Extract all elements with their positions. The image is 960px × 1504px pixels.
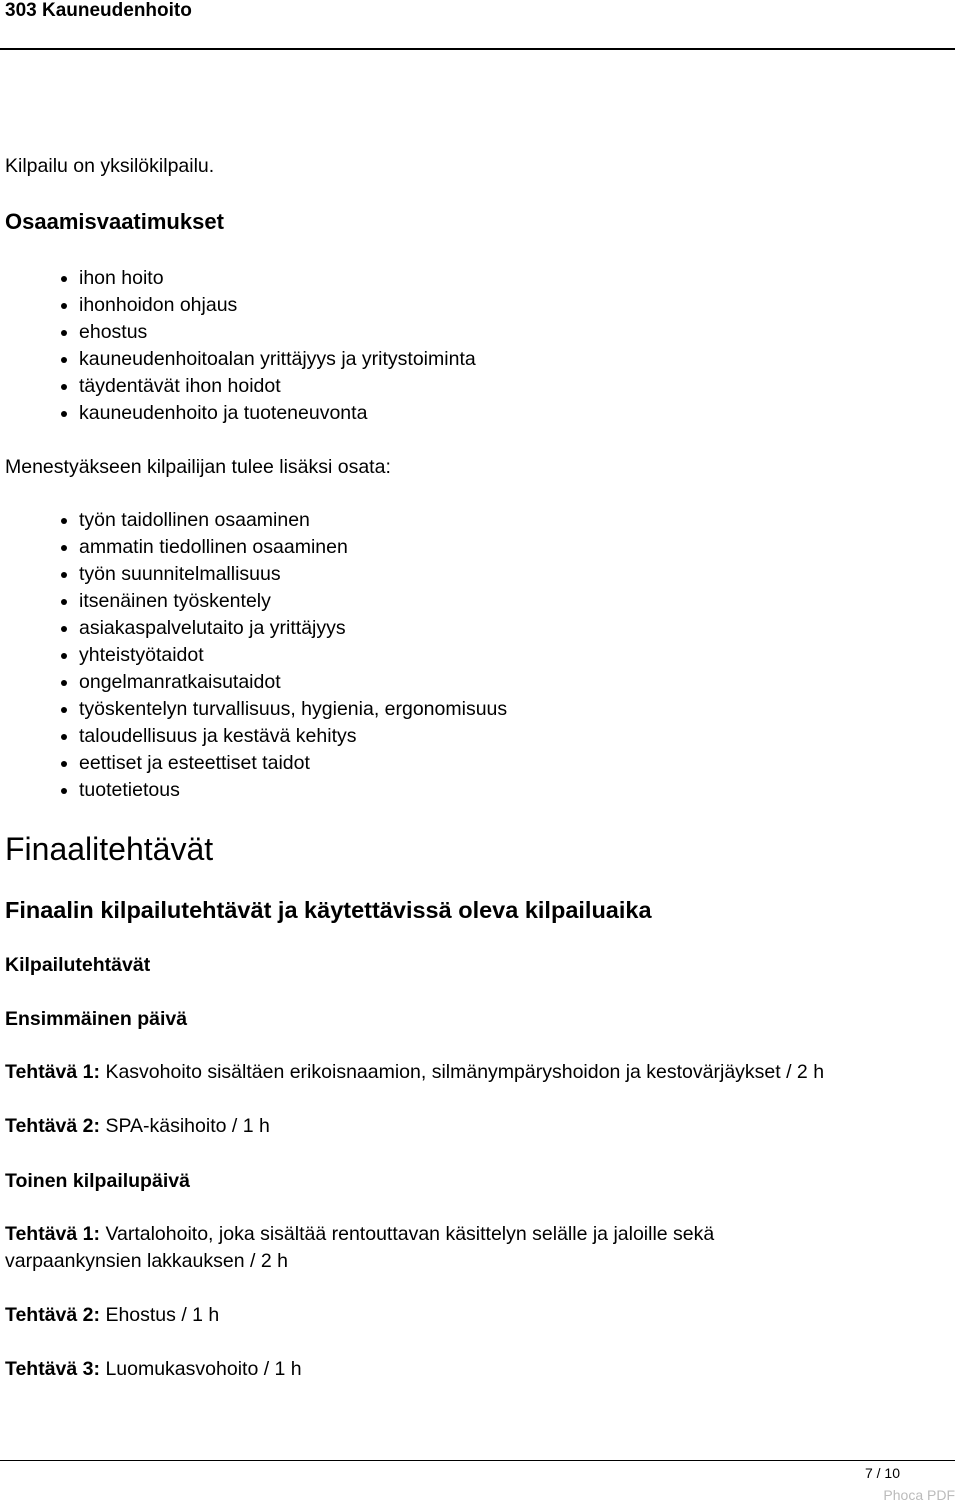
day2-heading: Toinen kilpailupäivä (5, 1170, 190, 1192)
task-text: Kasvohoito sisältäen erikoisnaamion, silmänympäryshoidon ja kestovärjäykset / 2 h (105, 1061, 825, 1083)
task-label: Tehtävä 1: (5, 1223, 101, 1245)
task-label: Tehtävä 2: (5, 1115, 101, 1137)
intro-text: Kilpailu on yksilökilpailu. (5, 155, 215, 177)
list-item: • ongelmanratkaisutaidot (79, 669, 507, 696)
list-item: • taloudellisuus ja kestävä kehitys (79, 723, 507, 750)
list-item: • tuotetietous (79, 777, 507, 804)
finals-subheading: Finaalin kilpailutehtävät ja käytettävissä oleva kilpailuaika (5, 897, 652, 923)
list-item: • eettiset ja esteettiset taidot (79, 750, 507, 777)
document-header-title: 303 Kauneudenhoito (5, 0, 192, 21)
competence-heading: Osaamisvaatimukset (5, 209, 224, 234)
tasks-heading: Kilpailutehtävät (5, 954, 151, 976)
success-list (50, 507, 507, 804)
list-item: • kauneudenhoitoalan yrittäjyys ja yritystoiminta (79, 346, 476, 373)
day2-task-3 (5, 1356, 950, 1383)
list-item: • itsenäinen työskentely (79, 588, 507, 615)
task-text: Vartalohoito, joka sisältää rentouttavan käsittelyn selälle ja jaloille sekä varpaankynsien lakkauksen / 2 h (5, 1223, 715, 1272)
list-item: • asiakaspalvelutaito ja yrittäjyys (79, 615, 507, 642)
success-intro-text: Menestyäkseen kilpailijan tulee lisäksi osata: (5, 456, 391, 478)
list-item: • kauneudenhoito ja tuoteneuvonta (79, 400, 476, 427)
task-text: Luomukasvohoito / 1 h (105, 1358, 302, 1380)
phoca-pdf-link[interactable]: Phoca PDF (883, 1487, 955, 1503)
list-item: • ehostus (79, 319, 476, 346)
list-item: • työn suunnitelmallisuus (79, 561, 507, 588)
finals-heading: Finaalitehtävät (5, 831, 214, 867)
list-item: • yhteistyötaidot (79, 642, 507, 669)
day1-heading: Ensimmäinen päivä (5, 1008, 188, 1030)
task-label: Tehtävä 2: (5, 1304, 101, 1326)
list-item: • työskentelyn turvallisuus, hygienia, ergonomisuus (79, 696, 507, 723)
list-item: • ihonhoidon ohjaus (79, 292, 476, 319)
header-divider (0, 48, 955, 50)
task-label: Tehtävä 3: (5, 1358, 101, 1380)
day1-task-1 (5, 1059, 950, 1086)
task-text: SPA-käsihoito / 1 h (105, 1115, 270, 1137)
page-number: 7 / 10 (864, 1465, 900, 1481)
list-item: • ammatin tiedollinen osaaminen (79, 534, 507, 561)
day2-task-1 (5, 1221, 845, 1275)
day2-task-2 (5, 1302, 950, 1329)
day1-task-2 (5, 1113, 950, 1140)
list-item: • työn taidollinen osaaminen (79, 507, 507, 534)
competence-list (50, 265, 476, 427)
list-item: • ihon hoito (79, 265, 476, 292)
task-label: Tehtävä 1: (5, 1061, 101, 1083)
task-text: Ehostus / 1 h (105, 1304, 220, 1326)
list-item: • täydentävät ihon hoidot (79, 373, 476, 400)
footer-divider (0, 1460, 955, 1461)
